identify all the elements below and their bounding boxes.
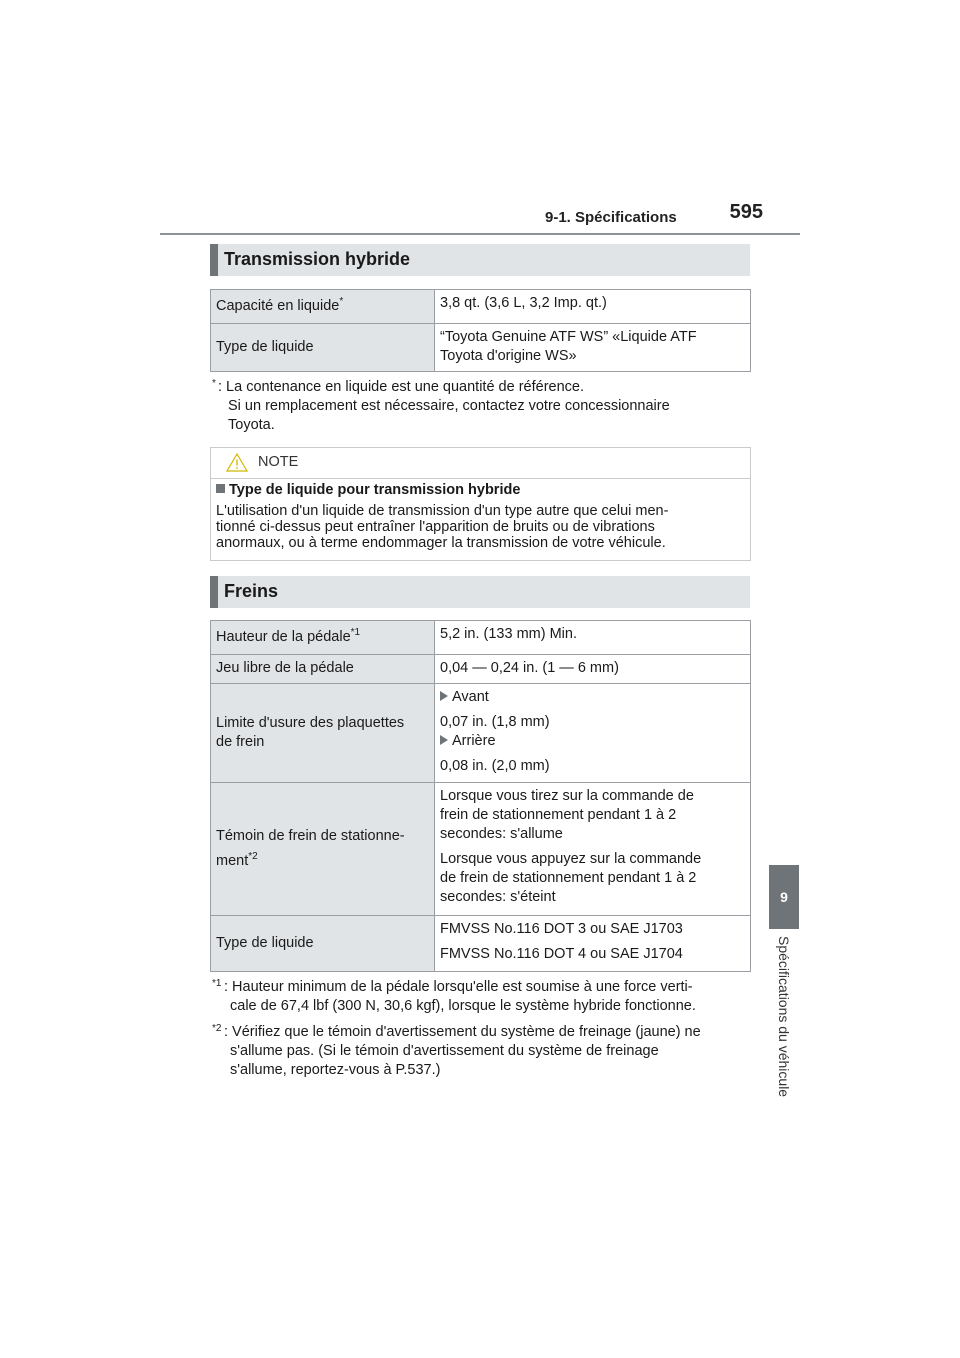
label-text: Hauteur de la pédale bbox=[216, 629, 351, 645]
value-text: secondes: s'éteint bbox=[440, 889, 556, 905]
table-label-cell bbox=[211, 684, 435, 783]
square-bullet-icon bbox=[216, 484, 225, 493]
value-text: FMVSS No.116 DOT 3 ou SAE J1703 bbox=[440, 921, 683, 937]
note-header bbox=[211, 448, 750, 479]
brakes-table bbox=[210, 620, 751, 972]
label-text: Témoin de frein de stationne- bbox=[216, 828, 405, 844]
value-text: 3,8 qt. (3,6 L, 3,2 Imp. qt.) bbox=[440, 295, 607, 311]
note-body bbox=[216, 503, 746, 551]
footnote-ref: * bbox=[339, 296, 344, 308]
table-label-cell bbox=[211, 324, 435, 372]
value-text: Lorsque vous appuyez sur la commande bbox=[440, 851, 702, 867]
footnote-line: : La contenance en liquide est une quantité de référence. bbox=[218, 379, 584, 395]
footnote-line: Toyota. bbox=[228, 417, 275, 433]
rear-item bbox=[440, 732, 745, 751]
triangle-bullet-icon bbox=[440, 691, 448, 701]
value-text: Toyota d'origine WS» bbox=[440, 348, 577, 364]
footnote-line: cale de 67,4 lbf (300 N, 30,6 kgf), lorsque le système hybride fonctionne. bbox=[230, 998, 696, 1014]
table-label-cell bbox=[211, 655, 435, 684]
front-label: Avant bbox=[452, 689, 489, 705]
table-row bbox=[211, 290, 751, 324]
value-text: frein de stationnement pendant 1 à 2 bbox=[440, 807, 677, 823]
label-text: Jeu libre de la pédale bbox=[216, 660, 354, 676]
table-label-cell bbox=[211, 783, 435, 916]
section-heading-text: Freins bbox=[224, 581, 279, 601]
section-heading-text: Transmission hybride bbox=[224, 249, 411, 269]
label-text: Limite d'usure des plaquettes bbox=[216, 715, 405, 731]
table-label-cell bbox=[211, 290, 435, 324]
note-subtitle bbox=[216, 482, 520, 498]
value-text: “Toyota Genuine ATF WS” «Liquide ATF bbox=[440, 329, 697, 345]
rear-label: Arrière bbox=[452, 733, 496, 749]
value-text: 0,08 in. (2,0 mm) bbox=[440, 758, 550, 774]
table-value-cell bbox=[435, 783, 751, 916]
value-text: 0,04 — 0,24 in. (1 — 6 mm) bbox=[440, 660, 619, 676]
table-value-cell bbox=[435, 916, 751, 972]
footnote-ref: *2 bbox=[248, 851, 258, 863]
footnote-parking: *2 : Vérifiez que le témoin d'avertissement du système de freinage (jaune) ne s'allume pas. (Si le témoin d'avertissement du système de freinage s'allume, reportez-vous à P.537.) bbox=[212, 1023, 752, 1080]
note-line: tionné ci-dessus peut entraîner l'apparition de bruits ou de vibrations bbox=[216, 519, 655, 535]
table-row bbox=[211, 621, 751, 655]
chapter-label-text: Spécifications du véhicule bbox=[776, 936, 792, 1098]
table-value-cell bbox=[435, 324, 751, 372]
label-text: Type de liquide bbox=[216, 935, 314, 951]
footnote-line: Si un remplacement est nécessaire, contactez votre concessionnaire bbox=[228, 398, 670, 414]
value-text: Lorsque vous tirez sur la commande de bbox=[440, 788, 694, 804]
footnote-ref: *1 bbox=[350, 627, 361, 639]
page-number: 595 bbox=[729, 201, 763, 223]
note-title: NOTE bbox=[258, 454, 299, 470]
value-text: FMVSS No.116 DOT 4 ou SAE J1704 bbox=[440, 946, 683, 962]
table-value-cell bbox=[435, 655, 751, 684]
value-text: secondes: s'allume bbox=[440, 826, 563, 842]
note-line: anormaux, ou à terme endommager la transmission de votre véhicule. bbox=[216, 535, 666, 551]
label-text: Capacité en liquide bbox=[216, 298, 340, 314]
table-row bbox=[211, 684, 751, 783]
table-label-cell bbox=[211, 621, 435, 655]
table-label-cell bbox=[211, 916, 435, 972]
note-line: L'utilisation d'un liquide de transmission d'un type autre que celui men- bbox=[216, 503, 669, 519]
table-value-cell bbox=[435, 290, 751, 324]
chapter-label bbox=[771, 936, 797, 1136]
footnote-line: s'allume pas. (Si le témoin d'avertissement du système de freinage bbox=[230, 1043, 659, 1059]
table-row bbox=[211, 324, 751, 372]
header-divider bbox=[160, 233, 800, 235]
table-value-cell bbox=[435, 621, 751, 655]
table-row bbox=[211, 916, 751, 972]
label-text: de frein bbox=[216, 734, 265, 750]
table-row bbox=[211, 655, 751, 684]
chapter-tab[interactable]: 9 bbox=[769, 865, 799, 929]
value-text: de frein de stationnement pendant 1 à 2 bbox=[440, 870, 697, 886]
note-box bbox=[210, 447, 751, 561]
page-header bbox=[545, 203, 763, 229]
footnote-line: s'allume, reportez-vous à P.537.) bbox=[230, 1062, 441, 1078]
section-heading-transmission bbox=[210, 244, 750, 276]
label-text: ment bbox=[216, 853, 249, 869]
table-value-cell bbox=[435, 684, 751, 783]
footnote-line: : Vérifiez que le témoin d'avertissement du système de freinage (jaune) ne bbox=[224, 1024, 701, 1040]
table-row bbox=[211, 783, 751, 916]
value-text: 5,2 in. (133 mm) Min. bbox=[440, 626, 577, 642]
warning-icon bbox=[226, 453, 248, 472]
note-subtitle-text: Type de liquide pour transmission hybride bbox=[229, 482, 521, 498]
footnote-transmission: * : La contenance en liquide est une quantité de référence. Si un remplacement est nécessaire, contactez votre concessionnaire Toyota. bbox=[212, 378, 752, 435]
section-title: 9-1. Spécifications bbox=[545, 209, 677, 226]
footnote-line: : Hauteur minimum de la pédale lorsqu'elle est soumise à une force verti- bbox=[224, 979, 693, 995]
footnote-pedal: *1 : Hauteur minimum de la pédale lorsqu'elle est soumise à une force verti- cale de 67,4 lbf (300 N, 30,6 kgf), lorsque le système hybride fonctionne. bbox=[212, 978, 752, 1016]
transmission-table bbox=[210, 289, 751, 372]
triangle-bullet-icon bbox=[440, 735, 448, 745]
section-heading-brakes bbox=[210, 576, 750, 608]
label-text: Type de liquide bbox=[216, 339, 314, 355]
front-item bbox=[440, 688, 745, 707]
value-text: 0,07 in. (1,8 mm) bbox=[440, 714, 550, 730]
